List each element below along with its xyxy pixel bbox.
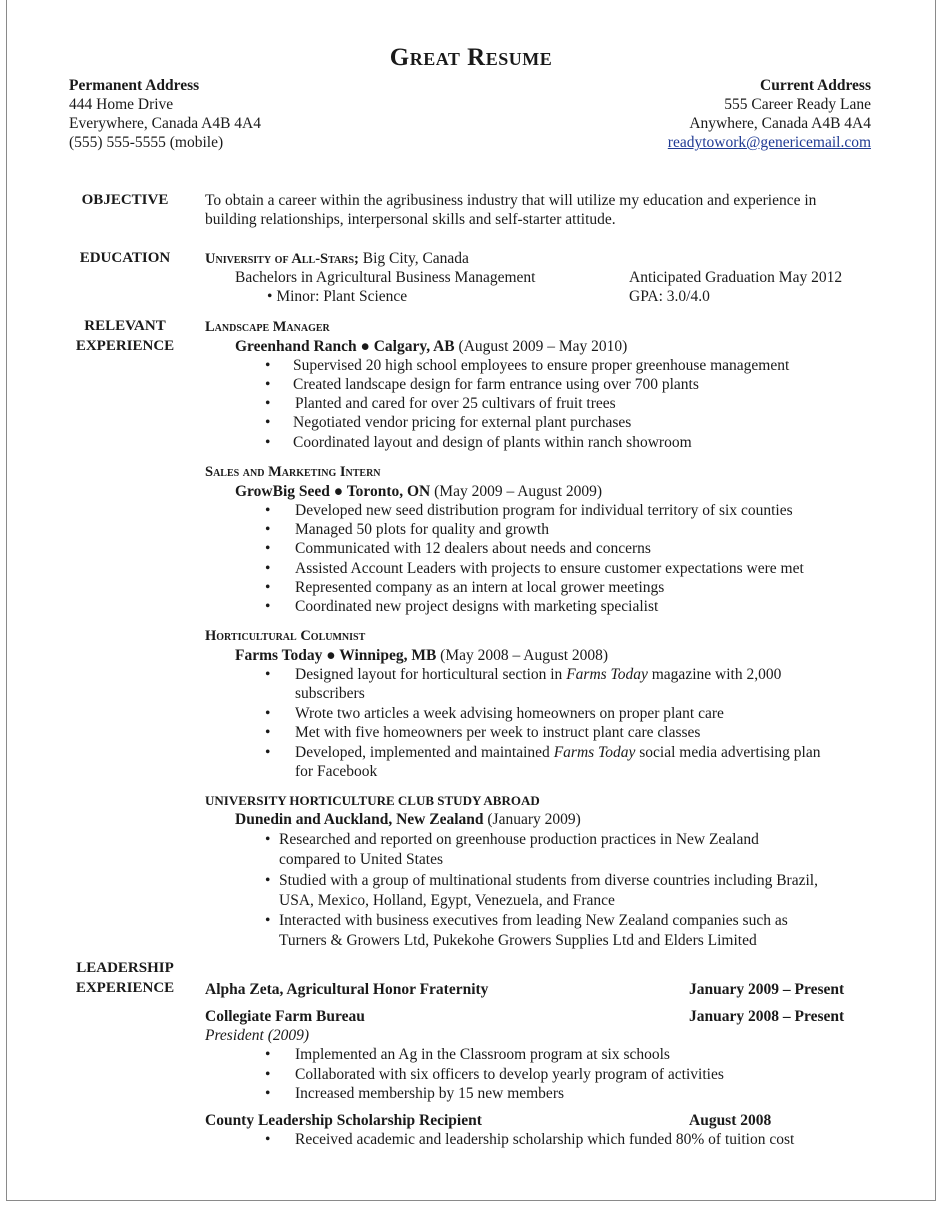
- bullet: •: [265, 744, 271, 761]
- leadership-bullet: Increased membership by 15 new members: [295, 1085, 565, 1102]
- bullet: •: [265, 357, 271, 374]
- job-bullet: Developed, implemented and maintained Farms Today social media advertising plan: [295, 744, 821, 761]
- education-school-line: [205, 250, 469, 268]
- job-bullet: Interacted with business executives from leading New Zealand companies such as: [279, 912, 788, 929]
- job-org: Farms Today ● Winnipeg, MB: [235, 647, 437, 664]
- job-bullet: Coordinated layout and design of plants within ranch showroom: [293, 434, 692, 451]
- leadership-item: County Leadership Scholarship Recipient: [205, 1112, 482, 1129]
- job-org: GrowBig Seed ● Toronto, ON: [235, 483, 431, 500]
- bullet: •: [265, 579, 271, 596]
- job-org: Dunedin and Auckland, New Zealand: [235, 811, 484, 828]
- job-bullet: Coordinated new project designs with marketing specialist: [295, 598, 659, 615]
- permanent-phone: (555) 555-5555 (mobile): [69, 134, 224, 151]
- job-bullet: Designed layout for horticultural section in Farms Today magazine with 2,000: [295, 666, 782, 683]
- bullet: •: [265, 395, 271, 412]
- job-bullet: Planted and cared for over 25 cultivars of fruit trees: [295, 395, 616, 412]
- bullet: •: [265, 540, 271, 557]
- objective-line2: building relationships, interpersonal skills and self-starter attitude.: [205, 211, 616, 228]
- job-dates: (August 2009 – May 2010): [454, 338, 628, 355]
- permanent-address-line2: Everywhere, Canada A4B 4A4: [69, 115, 261, 132]
- job-bullet-continued: USA, Mexico, Holland, Egypt, Venezuela, and France: [279, 892, 615, 909]
- job-org-line: [235, 647, 608, 665]
- bullet: •: [265, 705, 271, 722]
- job-title: Landscape Manager: [205, 319, 330, 335]
- graduation-date: Anticipated Graduation May 2012: [629, 269, 843, 286]
- bullet: •: [265, 414, 271, 431]
- education-label: EDUCATION: [79, 250, 171, 266]
- job-bullet: Wrote two articles a week advising homeowners on proper plant care: [295, 705, 724, 722]
- bullet: •: [265, 912, 271, 929]
- job-org-line: [235, 483, 602, 501]
- job-title: Sales and Marketing Intern: [205, 464, 381, 480]
- bullet: •: [265, 1046, 271, 1063]
- bullet: •: [267, 288, 273, 305]
- gpa: GPA: 3.0/4.0: [629, 288, 710, 305]
- bullet: •: [265, 434, 271, 451]
- degree: Bachelors in Agricultural Business Management: [235, 269, 536, 286]
- bullet: •: [265, 521, 271, 538]
- bullet: •: [265, 376, 271, 393]
- job-bullet-continued: Turners & Growers Ltd, Pukekohe Growers Supplies Ltd and Elders Limited: [279, 932, 757, 949]
- bullet: •: [265, 831, 271, 848]
- job-title: Horticultural Columnist: [205, 628, 366, 644]
- leadership-dates: January 2009 – Present: [689, 981, 845, 998]
- leadership-bullet: Implemented an Ag in the Classroom program at six schools: [295, 1046, 670, 1063]
- job-bullet-continued: for Facebook: [295, 763, 378, 780]
- bullet: •: [265, 1131, 271, 1148]
- bullet: •: [265, 666, 271, 683]
- leadership-label-1: LEADERSHIP: [76, 960, 174, 976]
- leadership-dates: January 2008 – Present: [689, 1008, 845, 1025]
- page-title: Great Resume: [389, 44, 553, 71]
- job-bullet: Assisted Account Leaders with projects to ensure customer expectations were met: [295, 560, 804, 577]
- permanent-address-heading: Permanent Address: [69, 77, 200, 94]
- leadership-bullet: Collaborated with six officers to develop yearly program of activities: [295, 1066, 724, 1083]
- current-address-line1: 555 Career Ready Lane: [724, 96, 871, 113]
- leadership-item: Alpha Zeta, Agricultural Honor Fraternity: [205, 981, 489, 998]
- objective-label: OBJECTIVE: [81, 192, 169, 208]
- current-address-line2: Anywhere, Canada A4B 4A4: [689, 115, 871, 132]
- job-bullet: Studied with a group of multinational students from diverse countries including Brazil,: [279, 872, 818, 889]
- leadership-item: Collegiate Farm Bureau: [205, 1008, 365, 1025]
- current-address-heading: Current Address: [760, 77, 871, 94]
- job-bullet: Represented company as an intern at local grower meetings: [295, 579, 665, 596]
- bullet: •: [265, 560, 271, 577]
- job-bullet: Developed new seed distribution program for individual territory of six counties: [295, 502, 793, 519]
- job-org-line: [235, 811, 581, 829]
- minor: • Minor: Plant Science: [267, 288, 408, 305]
- relevant-label-1: RELEVANT: [84, 318, 166, 334]
- email-link[interactable]: readytowork@genericemail.com: [667, 134, 871, 151]
- permanent-address-line1: 444 Home Drive: [69, 96, 174, 113]
- job-bullet-continued: compared to United States: [279, 851, 443, 868]
- leadership-label-2: EXPERIENCE: [75, 980, 175, 996]
- leadership-role: President (2009): [205, 1027, 310, 1044]
- bullet: •: [265, 1066, 271, 1083]
- leadership-bullet: Received academic and leadership scholarship which funded 80% of tuition cost: [295, 1131, 795, 1148]
- job-dates: (May 2009 – August 2009): [430, 483, 603, 500]
- resume-page: [6, 0, 936, 1201]
- bullet: •: [265, 872, 271, 889]
- job-title: UNIVERSITY HORTICULTURE CLUB STUDY ABROAD: [205, 793, 540, 808]
- job-bullet: Negotiated vendor pricing for external plant purchases: [293, 414, 632, 431]
- relevant-label-2: EXPERIENCE: [75, 338, 175, 354]
- job-bullet: Supervised 20 high school employees to ensure proper greenhouse management: [293, 357, 790, 374]
- job-dates: (January 2009): [483, 811, 581, 828]
- job-bullet: Met with five homeowners per week to instruct plant care classes: [295, 724, 701, 741]
- job-bullet: Managed 50 plots for quality and growth: [295, 521, 549, 538]
- bullet: •: [265, 724, 271, 741]
- job-bullet: Created landscape design for farm entrance using over 700 plants: [293, 376, 699, 393]
- job-org: Greenhand Ranch ● Calgary, AB: [235, 338, 455, 355]
- bullet: •: [265, 598, 271, 615]
- job-bullet-continued: subscribers: [295, 685, 365, 702]
- job-dates: (May 2008 – August 2008): [436, 647, 609, 664]
- leadership-dates: August 2008: [689, 1112, 772, 1129]
- objective-line1: To obtain a career within the agribusiness industry that will utilize my education and experience in: [205, 192, 817, 209]
- bullet: •: [265, 1085, 271, 1102]
- bullet: •: [265, 502, 271, 519]
- school-location: Big City, Canada: [358, 250, 469, 267]
- job-bullet: Communicated with 12 dealers about needs and concerns: [295, 540, 651, 557]
- school-name: University of All-Stars;: [205, 251, 359, 267]
- job-bullet: Researched and reported on greenhouse production practices in New Zealand: [279, 831, 759, 848]
- job-org-line: [235, 338, 627, 356]
